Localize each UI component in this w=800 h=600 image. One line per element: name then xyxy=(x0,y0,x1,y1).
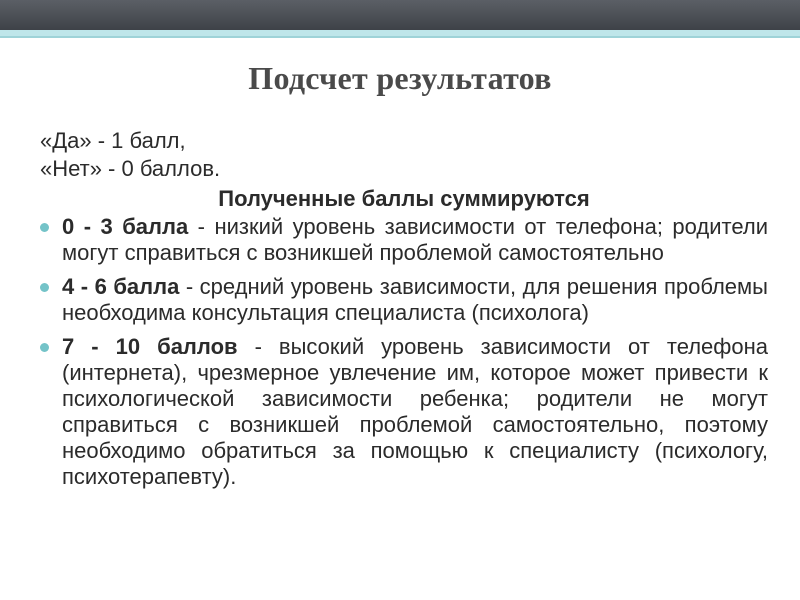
result-text: - средний уровень зависимости, для решения проблемы необходима консультация специалиста (психолога) xyxy=(62,274,768,325)
result-range: 4 - 6 балла xyxy=(62,274,180,299)
result-text: - высокий уровень зависимости от телефона (интернета), чрезмерное увлечение им, которое может привести к психологической зависимости ребенка; родители не могут справиться с возникшей проблемой самостоятельно, поэтому необходимо обратиться за помощью к специалисту (психологу, психотерапевту). xyxy=(62,334,768,489)
bullet-dot-icon xyxy=(40,283,49,292)
slide-content xyxy=(40,128,768,498)
subheading: Полученные баллы суммируются xyxy=(218,186,590,211)
result-item-medium xyxy=(40,274,768,326)
slide-title: Подсчет результатов xyxy=(248,60,552,96)
bullet-dot-icon xyxy=(40,223,49,232)
result-item-high xyxy=(40,334,768,490)
results-list xyxy=(40,214,768,490)
bullet-dot-icon xyxy=(40,343,49,352)
scoring-yes: «Да» - 1 балл, xyxy=(40,128,186,153)
scoring-no: «Нет» - 0 баллов. xyxy=(40,156,221,181)
accent-line xyxy=(0,36,800,38)
result-range: 7 - 10 баллов xyxy=(62,334,238,359)
header-band xyxy=(0,0,800,30)
result-range: 0 - 3 балла xyxy=(62,214,189,239)
result-text: - низкий уровень зависимости от телефона; родители могут справиться с возникшей проблемой самостоятельно xyxy=(62,214,768,265)
result-item-low xyxy=(40,214,768,266)
